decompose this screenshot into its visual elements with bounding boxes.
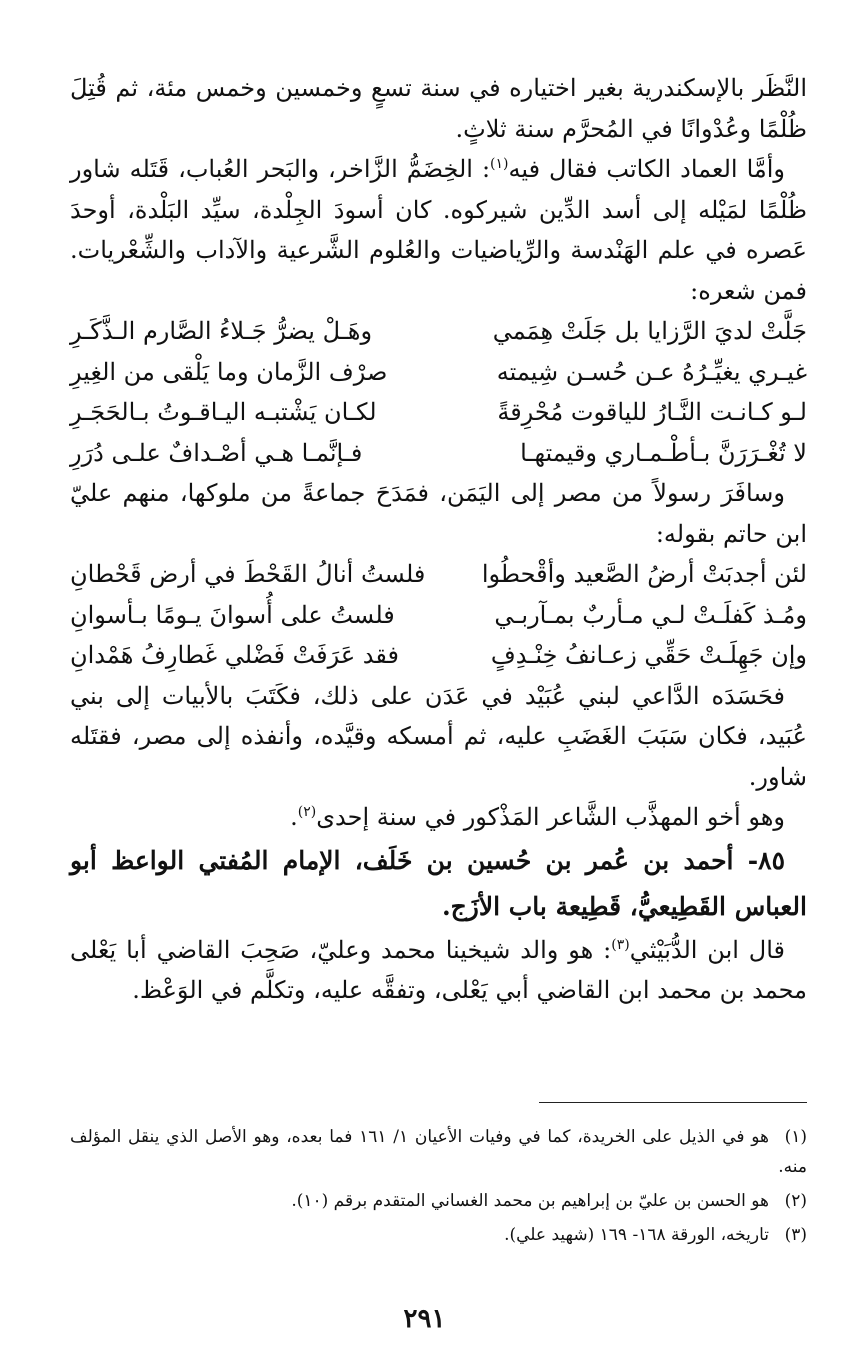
footnote-number: (٣)	[784, 1225, 807, 1245]
paragraph-6	[70, 930, 807, 1011]
hemistich-first: لـو كـانـت النَّـارُ للياقوت مُحْرِقةً	[497, 398, 807, 426]
poem-1	[70, 311, 807, 473]
hemistich-first: لا تُغْـرَرَنَّ بـأطْـمـاري وقيمتهـا	[520, 438, 807, 467]
poem-2-verse	[70, 635, 807, 676]
footnote-text: هو الحسن بن عليّ بن إبراهيم بن محمد الغساني المتقدم برقم (١٠).	[291, 1191, 769, 1211]
entry-heading-85: ٨٥- أحمد بن عُمر بن حُسين بن خَلَف، الإمام المُفتي الواعظ أبو العباس القَطِيعيُّ، قَطِيعة باب الأزَج.	[70, 845, 807, 921]
paragraph-4	[70, 676, 807, 798]
poem-1-verse	[70, 311, 807, 352]
paragraph-5-text-start: وهو أخو المهذَّب الشَّاعر المَذْكور في سنة إحدى	[316, 803, 785, 831]
paragraph-2	[70, 149, 807, 311]
hemistich-second: فقد عَرَفَتْ فَضْلي غَطارِفُ هَمْدانِ	[70, 641, 400, 669]
hemistich-second: وهَـلْ يضرُّ جَـلاءُ الصَّارم الـذَّكَـرِ	[70, 317, 373, 345]
paragraph-5-text-end: .	[290, 803, 298, 831]
poem-2-verse	[70, 554, 807, 595]
hemistich-first: وإن جَهِلَـتْ حَقِّي زعـانفُ خِنْـدِفٍ	[490, 641, 807, 669]
footnote-1	[70, 1122, 807, 1182]
footnote-ref-2[interactable]: (٢)	[297, 804, 317, 820]
paragraph-1	[70, 68, 807, 149]
footnote-3	[70, 1220, 807, 1250]
hemistich-first: جَلَّتْ لديَ الرَّزايا بل جَلَتْ هِمَمي	[492, 317, 807, 345]
footnote-divider	[539, 1102, 807, 1103]
poem-2	[70, 554, 807, 676]
paragraph-5	[70, 797, 807, 838]
paragraph-6-text-end: : هو والد شيخينا محمد وعليّ، صَحِبَ القاضي أبا يَعْلى محمد بن محمد ابن القاضي أبي يَعْلى، وتفقَّه عليه، وتكلَّم في الوَعْظ.	[70, 935, 807, 1004]
footnote-number: (٢)	[784, 1191, 807, 1211]
paragraph-2-text-end: : الخِضَمُّ الزَّاخر، والبَحر العُباب، قَتَله شاور ظُلْمًا لمَيْله إلى أسد الدِّين شيركوه. كان أسودَ الجِلْدة، سيِّد البَلْدة، أوحدَ عَصره في علم الهَنْدسة والرِّياضيات والعُلوم الشَّرعية والآداب والشِّعْريات. فمن شعره:	[70, 155, 807, 305]
hemistich-second: صرْف الزَّمان وما يَلْقى من الغِيرِ	[70, 357, 388, 386]
poem-1-verse	[70, 352, 807, 393]
footnote-ref-3[interactable]: (٣)	[611, 936, 630, 953]
footnote-2	[70, 1186, 807, 1216]
hemistich-second: لكـان يَشْتبـه اليـاقـوتُ بـالحَجَـرِ	[70, 398, 377, 426]
footnote-ref-1[interactable]: (١)	[490, 156, 509, 172]
hemistich-first: غيـري يغيِّـرُهُ عـن حُسـن شِيمته	[496, 357, 807, 386]
poem-2-verse	[70, 595, 807, 636]
paragraph-3	[70, 473, 807, 554]
poem-1-verse	[70, 433, 807, 474]
hemistich-second: فلستُ على أُسوانَ يـومًا بـأسوانِ	[70, 600, 395, 629]
hemistich-first: لئن أجدبَتْ أرضُ الصَّعيد وأقْحطُوا	[481, 560, 807, 588]
poem-1-verse	[70, 392, 807, 433]
paragraph-3-text: وسافَرَ رسولاً من مصر إلى اليَمَن، فمَدَحَ جماعةً من ملوكها، منهم عليّ ابن حاتم بقوله:	[70, 479, 807, 548]
footnotes	[70, 1122, 807, 1254]
page-number: ٢٩١	[403, 1304, 446, 1334]
hemistich-second: فلستُ أنالُ القَحْطَ في أرض قَحْطانِ	[70, 560, 426, 588]
paragraph-1-text: النَّظَر بالإسكندرية بغير اختياره في سنة تسعٍ وخمسين وخمس مئة، ثم قُتِلَ ظُلْمًا وعُدْوانًا في المُحرَّم سنة ثلاثٍ.	[70, 74, 807, 143]
hemistich-second: فـإنَّمـا هـي أصْـدافٌ علـى دُرَرِ	[70, 438, 363, 467]
paragraph-6-text-start: قال ابن الدُّبَيْثي	[629, 935, 786, 964]
footnote-number: (١)	[784, 1127, 808, 1147]
hemistich-first: ومُـذ كَفلَـتْ لـي مـأربٌ بمـآربـي	[494, 600, 807, 629]
footnote-text: تاريخه، الورقة ١٦٨- ١٦٩ (شهيد علي).	[504, 1225, 769, 1245]
footnote-text: هو في الذيل على الخريدة، كما في وفيات الأعيان ١/ ١٦١ فما بعده، وهو الأصل الذي ينقل المؤلف منه.	[70, 1127, 807, 1177]
paragraph-2-text-start: وأمَّا العماد الكاتب فقال فيه	[508, 155, 785, 183]
paragraph-4-text: فحَسَدَه الدَّاعي لبني عُبَيْد في عَدَن على ذلك، فكَتَبَ بالأبيات إلى بني عُبَيد، فكان سَبَبَ الغَضَبِ عليه، ثم أمسكه وقيَّده، وأنفذه إلى مصر، فقتَله شاور.	[70, 681, 807, 791]
